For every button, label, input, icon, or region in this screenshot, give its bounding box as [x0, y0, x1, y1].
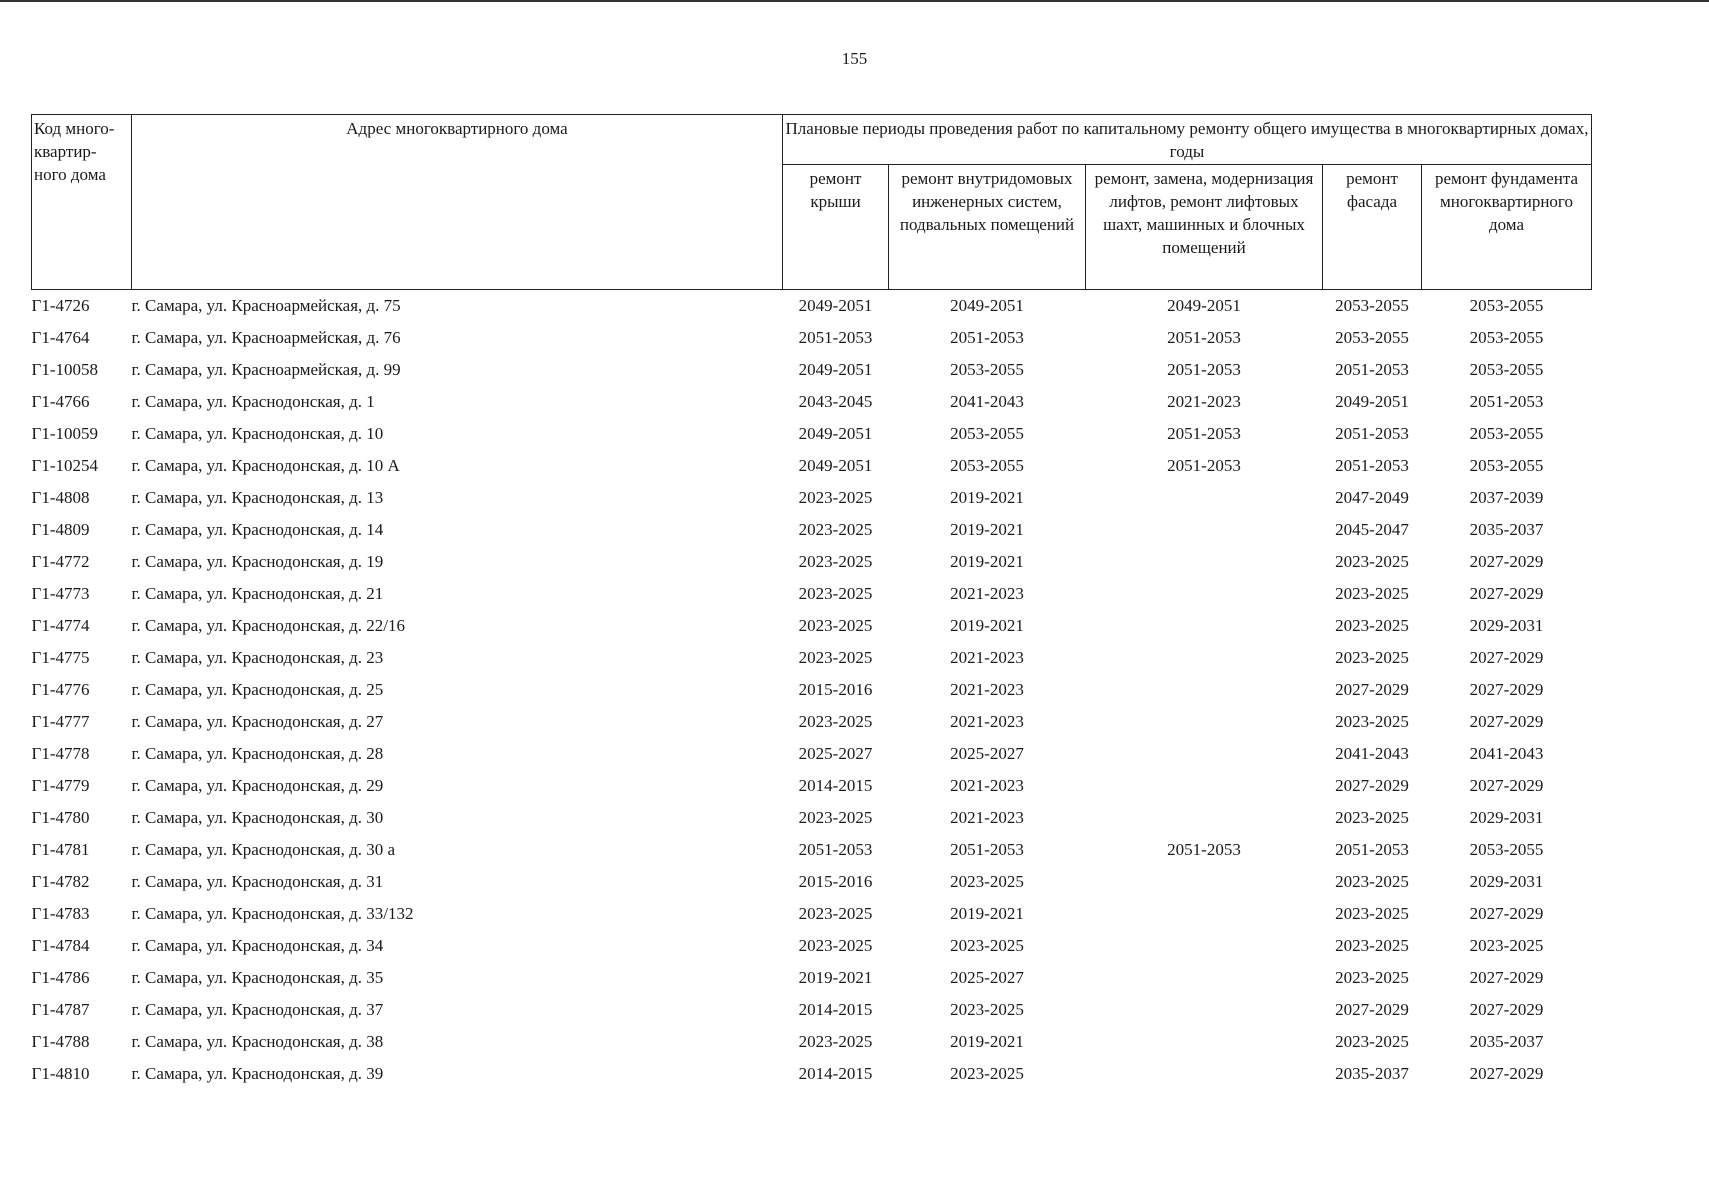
- house-code-cell: Г1-4809: [31, 520, 90, 539]
- roof-period-cell: 2019-2021: [798, 968, 873, 987]
- engineering-period-cell: 2019-2021: [950, 552, 1024, 571]
- table-row: [32, 962, 1592, 994]
- table-row: [32, 994, 1592, 1026]
- roof-period-cell: 2043-2045: [798, 392, 873, 411]
- table-row: [32, 450, 1592, 482]
- table-row: [32, 546, 1592, 578]
- address-cell: г. Самара, ул. Красноармейская, д. 99: [131, 360, 401, 379]
- foundation-period-cell: 2023-2025: [1469, 936, 1544, 955]
- elevator-period-cell: [1086, 802, 1323, 834]
- elevator-period-cell: 2051-2053: [1167, 424, 1241, 443]
- header-engineering-repair: ремонт внутридомовых инженерных систем, подвальных помещений: [889, 165, 1086, 290]
- engineering-period-cell: 2025-2027: [950, 968, 1024, 987]
- foundation-period-cell: 2053-2055: [1469, 840, 1544, 859]
- house-code-cell: Г1-10058: [31, 360, 98, 379]
- facade-period-cell: 2051-2053: [1335, 360, 1409, 379]
- foundation-period-cell: 2053-2055: [1469, 328, 1544, 347]
- address-cell: г. Самара, ул. Краснодонская, д. 33/132: [131, 904, 414, 923]
- foundation-period-cell: 2027-2029: [1469, 680, 1544, 699]
- foundation-period-cell: 2037-2039: [1469, 488, 1544, 507]
- header-house-code: Код много-квартир-ного дома: [32, 115, 132, 290]
- table-row: [32, 418, 1592, 450]
- foundation-period-cell: 2029-2031: [1469, 616, 1544, 635]
- roof-period-cell: 2049-2051: [798, 296, 873, 315]
- engineering-period-cell: 2019-2021: [950, 1032, 1024, 1051]
- roof-period-cell: 2015-2016: [798, 680, 873, 699]
- table-row: [32, 898, 1592, 930]
- foundation-period-cell: 2027-2029: [1469, 648, 1544, 667]
- engineering-period-cell: 2021-2023: [950, 680, 1024, 699]
- elevator-period-cell: [1086, 514, 1323, 546]
- house-code-cell: Г1-4726: [31, 296, 90, 315]
- house-code-cell: Г1-4780: [31, 808, 90, 827]
- foundation-period-cell: 2053-2055: [1469, 424, 1544, 443]
- facade-period-cell: 2023-2025: [1335, 808, 1409, 827]
- address-cell: г. Самара, ул. Краснодонская, д. 25: [131, 680, 384, 699]
- address-cell: г. Самара, ул. Краснодонская, д. 34: [131, 936, 384, 955]
- page-number: 155: [841, 49, 868, 68]
- roof-period-cell: 2049-2051: [798, 360, 873, 379]
- elevator-period-cell: 2051-2053: [1167, 328, 1241, 347]
- roof-period-cell: 2023-2025: [798, 712, 873, 731]
- table-row: [32, 1058, 1592, 1090]
- elevator-period-cell: [1086, 706, 1323, 738]
- address-cell: г. Самара, ул. Краснодонская, д. 22/16: [131, 616, 405, 635]
- facade-period-cell: 2053-2055: [1335, 296, 1409, 315]
- foundation-period-cell: 2051-2053: [1469, 392, 1544, 411]
- elevator-period-cell: [1086, 674, 1323, 706]
- foundation-period-cell: 2035-2037: [1469, 1032, 1544, 1051]
- facade-period-cell: 2023-2025: [1335, 552, 1409, 571]
- house-code-cell: Г1-4810: [31, 1064, 90, 1083]
- table-row: [32, 1026, 1592, 1058]
- elevator-period-cell: [1086, 898, 1323, 930]
- elevator-period-cell: [1086, 482, 1323, 514]
- address-cell: г. Самара, ул. Краснодонская, д. 13: [131, 488, 384, 507]
- house-code-cell: Г1-4766: [31, 392, 90, 411]
- facade-period-cell: 2023-2025: [1335, 712, 1409, 731]
- house-code-cell: Г1-4781: [31, 840, 90, 859]
- address-cell: г. Самара, ул. Красноармейская, д. 76: [131, 328, 401, 347]
- elevator-period-cell: [1086, 578, 1323, 610]
- foundation-period-cell: 2053-2055: [1469, 296, 1544, 315]
- table-row: [32, 770, 1592, 802]
- engineering-period-cell: 2021-2023: [950, 712, 1024, 731]
- facade-period-cell: 2049-2051: [1335, 392, 1409, 411]
- house-code-cell: Г1-4776: [31, 680, 90, 699]
- foundation-period-cell: 2027-2029: [1469, 776, 1544, 795]
- elevator-period-cell: 2049-2051: [1167, 296, 1241, 315]
- table-row: [32, 290, 1592, 323]
- engineering-period-cell: 2019-2021: [950, 488, 1024, 507]
- table-row: [32, 802, 1592, 834]
- engineering-period-cell: 2021-2023: [950, 584, 1024, 603]
- elevator-period-cell: [1086, 1058, 1323, 1090]
- elevator-period-cell: [1086, 1026, 1323, 1058]
- foundation-period-cell: 2027-2029: [1469, 1000, 1544, 1019]
- header-roof-repair: ремонт крыши: [783, 165, 889, 290]
- elevator-period-cell: [1086, 994, 1323, 1026]
- roof-period-cell: 2049-2051: [798, 424, 873, 443]
- table-row: [32, 866, 1592, 898]
- address-cell: г. Самара, ул. Краснодонская, д. 38: [131, 1032, 384, 1051]
- address-cell: г. Самара, ул. Краснодонская, д. 14: [131, 520, 384, 539]
- table-row: [32, 482, 1592, 514]
- elevator-period-cell: [1086, 546, 1323, 578]
- table-row: [32, 674, 1592, 706]
- facade-period-cell: 2051-2053: [1335, 456, 1409, 475]
- address-cell: г. Самара, ул. Краснодонская, д. 30: [131, 808, 384, 827]
- table-row: [32, 354, 1592, 386]
- engineering-period-cell: 2041-2043: [950, 392, 1024, 411]
- roof-period-cell: 2023-2025: [798, 488, 873, 507]
- foundation-period-cell: 2053-2055: [1469, 360, 1544, 379]
- house-code-cell: Г1-4786: [31, 968, 90, 987]
- engineering-period-cell: 2051-2053: [950, 840, 1024, 859]
- table-row: [32, 578, 1592, 610]
- house-code-cell: Г1-4782: [31, 872, 90, 891]
- house-code-cell: Г1-10254: [31, 456, 98, 475]
- address-cell: г. Самара, ул. Краснодонская, д. 23: [131, 648, 384, 667]
- engineering-period-cell: 2049-2051: [950, 296, 1024, 315]
- foundation-period-cell: 2041-2043: [1469, 744, 1544, 763]
- table-row: [32, 738, 1592, 770]
- roof-period-cell: 2025-2027: [798, 744, 873, 763]
- house-code-cell: Г1-4778: [31, 744, 90, 763]
- table-row: [32, 322, 1592, 354]
- table-row: [32, 834, 1592, 866]
- engineering-period-cell: 2023-2025: [950, 936, 1024, 955]
- table-row: [32, 610, 1592, 642]
- facade-period-cell: 2023-2025: [1335, 648, 1409, 667]
- elevator-period-cell: [1086, 642, 1323, 674]
- repair-schedule-table: [31, 114, 1592, 1090]
- roof-period-cell: 2014-2015: [798, 776, 873, 795]
- house-code-cell: Г1-10059: [31, 424, 98, 443]
- house-code-cell: Г1-4777: [31, 712, 90, 731]
- roof-period-cell: 2051-2053: [798, 840, 873, 859]
- elevator-period-cell: 2051-2053: [1167, 360, 1241, 379]
- foundation-period-cell: 2027-2029: [1469, 968, 1544, 987]
- header-address: Адрес многоквартирного дома: [132, 115, 783, 290]
- roof-period-cell: 2014-2015: [798, 1000, 873, 1019]
- house-code-cell: Г1-4773: [31, 584, 90, 603]
- address-cell: г. Самара, ул. Краснодонская, д. 28: [131, 744, 384, 763]
- house-code-cell: Г1-4787: [31, 1000, 90, 1019]
- header-elevator-repair: ремонт, замена, модернизация лифтов, ремонт лифтовых шахт, машинных и блочных помещений: [1086, 165, 1323, 290]
- foundation-period-cell: 2027-2029: [1469, 904, 1544, 923]
- table-header: [32, 115, 1592, 290]
- engineering-period-cell: 2053-2055: [950, 360, 1024, 379]
- facade-period-cell: 2051-2053: [1335, 424, 1409, 443]
- facade-period-cell: 2023-2025: [1335, 936, 1409, 955]
- elevator-period-cell: [1086, 962, 1323, 994]
- address-cell: г. Самара, ул. Краснодонская, д. 19: [131, 552, 384, 571]
- house-code-cell: Г1-4783: [31, 904, 90, 923]
- engineering-period-cell: 2021-2023: [950, 808, 1024, 827]
- engineering-period-cell: 2019-2021: [950, 904, 1024, 923]
- table-body: [32, 290, 1592, 1091]
- facade-period-cell: 2023-2025: [1335, 584, 1409, 603]
- elevator-period-cell: 2051-2053: [1167, 456, 1241, 475]
- foundation-period-cell: 2027-2029: [1469, 584, 1544, 603]
- house-code-cell: Г1-4779: [31, 776, 90, 795]
- facade-period-cell: 2023-2025: [1335, 616, 1409, 635]
- header-planned-periods: Плановые периоды проведения работ по капитальному ремонту общего имущества в многоквартирных домах, годы: [783, 115, 1592, 165]
- elevator-period-cell: [1086, 866, 1323, 898]
- facade-period-cell: 2041-2043: [1335, 744, 1409, 763]
- engineering-period-cell: 2019-2021: [950, 520, 1024, 539]
- engineering-period-cell: 2021-2023: [950, 648, 1024, 667]
- foundation-period-cell: 2029-2031: [1469, 808, 1544, 827]
- engineering-period-cell: 2023-2025: [950, 872, 1024, 891]
- roof-period-cell: 2051-2053: [798, 328, 873, 347]
- roof-period-cell: 2023-2025: [798, 552, 873, 571]
- engineering-period-cell: 2051-2053: [950, 328, 1024, 347]
- house-code-cell: Г1-4774: [31, 616, 90, 635]
- facade-period-cell: 2023-2025: [1335, 904, 1409, 923]
- facade-period-cell: 2035-2037: [1335, 1064, 1409, 1083]
- elevator-period-cell: 2021-2023: [1167, 392, 1241, 411]
- engineering-period-cell: 2053-2055: [950, 424, 1024, 443]
- address-cell: г. Самара, ул. Краснодонская, д. 1: [131, 392, 375, 411]
- table-row: [32, 930, 1592, 962]
- facade-period-cell: 2051-2053: [1335, 840, 1409, 859]
- engineering-period-cell: 2025-2027: [950, 744, 1024, 763]
- facade-period-cell: 2023-2025: [1335, 968, 1409, 987]
- facade-period-cell: 2045-2047: [1335, 520, 1409, 539]
- facade-period-cell: 2023-2025: [1335, 1032, 1409, 1051]
- table-row: [32, 706, 1592, 738]
- facade-period-cell: 2053-2055: [1335, 328, 1409, 347]
- address-cell: г. Самара, ул. Краснодонская, д. 27: [131, 712, 384, 731]
- facade-period-cell: 2047-2049: [1335, 488, 1409, 507]
- house-code-cell: Г1-4808: [31, 488, 90, 507]
- facade-period-cell: 2027-2029: [1335, 1000, 1409, 1019]
- header-facade-repair: ремонт фасада: [1323, 165, 1422, 290]
- roof-period-cell: 2023-2025: [798, 616, 873, 635]
- roof-period-cell: 2014-2015: [798, 1064, 873, 1083]
- facade-period-cell: 2027-2029: [1335, 776, 1409, 795]
- facade-period-cell: 2023-2025: [1335, 872, 1409, 891]
- top-rule: [0, 0, 1709, 2]
- elevator-period-cell: [1086, 930, 1323, 962]
- elevator-period-cell: 2051-2053: [1167, 840, 1241, 859]
- address-cell: г. Самара, ул. Краснодонская, д. 31: [131, 872, 384, 891]
- foundation-period-cell: 2029-2031: [1469, 872, 1544, 891]
- roof-period-cell: 2049-2051: [798, 456, 873, 475]
- house-code-cell: Г1-4788: [31, 1032, 90, 1051]
- address-cell: г. Самара, ул. Краснодонская, д. 39: [131, 1064, 384, 1083]
- elevator-period-cell: [1086, 738, 1323, 770]
- table-row: [32, 514, 1592, 546]
- engineering-period-cell: 2023-2025: [950, 1064, 1024, 1083]
- address-cell: г. Самара, ул. Краснодонская, д. 29: [131, 776, 384, 795]
- address-cell: г. Самара, ул. Краснодонская, д. 21: [131, 584, 384, 603]
- engineering-period-cell: 2023-2025: [950, 1000, 1024, 1019]
- address-cell: г. Самара, ул. Краснодонская, д. 35: [131, 968, 384, 987]
- table-row: [32, 386, 1592, 418]
- roof-period-cell: 2023-2025: [798, 1032, 873, 1051]
- house-code-cell: Г1-4764: [31, 328, 90, 347]
- house-code-cell: Г1-4772: [31, 552, 90, 571]
- roof-period-cell: 2023-2025: [798, 904, 873, 923]
- elevator-period-cell: [1086, 610, 1323, 642]
- foundation-period-cell: 2035-2037: [1469, 520, 1544, 539]
- elevator-period-cell: [1086, 770, 1323, 802]
- engineering-period-cell: 2053-2055: [950, 456, 1024, 475]
- foundation-period-cell: 2053-2055: [1469, 456, 1544, 475]
- roof-period-cell: 2023-2025: [798, 936, 873, 955]
- facade-period-cell: 2027-2029: [1335, 680, 1409, 699]
- engineering-period-cell: 2021-2023: [950, 776, 1024, 795]
- table-row: [32, 642, 1592, 674]
- address-cell: г. Самара, ул. Краснодонская, д. 37: [131, 1000, 384, 1019]
- foundation-period-cell: 2027-2029: [1469, 552, 1544, 571]
- address-cell: г. Самара, ул. Краснодонская, д. 30 а: [131, 840, 396, 859]
- address-cell: г. Самара, ул. Краснодонская, д. 10 А: [131, 456, 400, 475]
- address-cell: г. Самара, ул. Красноармейская, д. 75: [131, 296, 401, 315]
- house-code-cell: Г1-4784: [31, 936, 90, 955]
- address-cell: г. Самара, ул. Краснодонская, д. 10: [131, 424, 384, 443]
- header-foundation-repair: ремонт фундамента многоквартирного дома: [1422, 165, 1592, 290]
- house-code-cell: Г1-4775: [31, 648, 90, 667]
- foundation-period-cell: 2027-2029: [1469, 712, 1544, 731]
- roof-period-cell: 2023-2025: [798, 808, 873, 827]
- roof-period-cell: 2023-2025: [798, 584, 873, 603]
- roof-period-cell: 2023-2025: [798, 648, 873, 667]
- foundation-period-cell: 2027-2029: [1469, 1064, 1544, 1083]
- roof-period-cell: 2023-2025: [798, 520, 873, 539]
- engineering-period-cell: 2019-2021: [950, 616, 1024, 635]
- roof-period-cell: 2015-2016: [798, 872, 873, 891]
